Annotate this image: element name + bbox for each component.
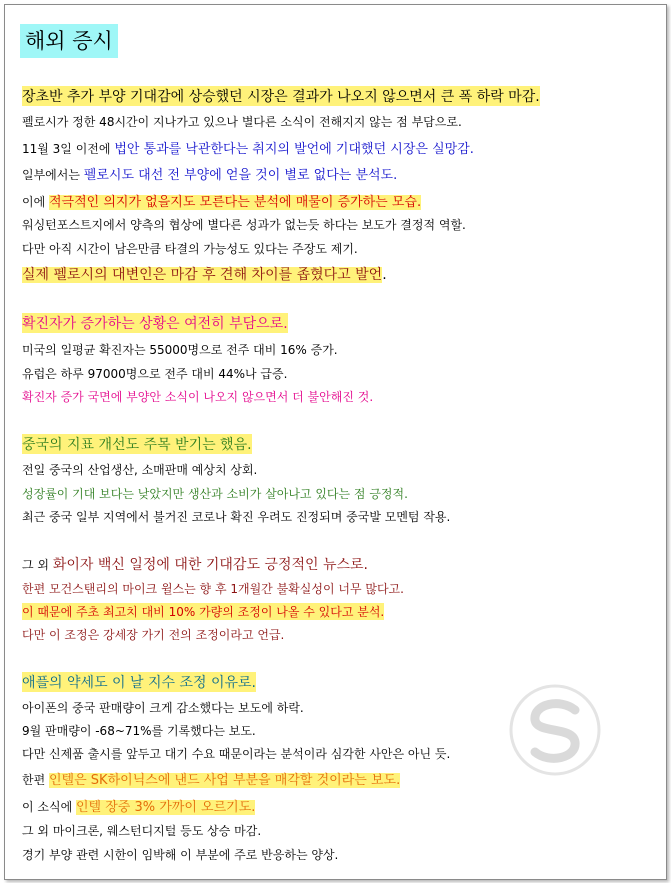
section-1-line-6: 다만 아직 시간이 남은만큼 타결의 가능성도 있다는 주장도 제기. [22, 242, 358, 256]
section-4-line-2: 이 때문에 주초 최고치 대비 10% 가량의 조정이 나올 수 있다고 분석. [22, 605, 385, 619]
section-1-line-3 [22, 164, 397, 183]
section-3-line-2: 성장률이 기대 보다는 낮았지만 생산과 소비가 살아나고 있다는 점 긍정적. [22, 487, 408, 501]
section-1-line-2 [22, 138, 474, 157]
section-5-line-4-emphasis: 인텔은 SK하이닉스에 낸드 사업 부분을 매각할 것이라는 보도. [49, 773, 401, 788]
section-1-line-2-emphasis: 법안 통과를 낙관한다는 취지의 발언에 기대했던 시장은 실망감. [114, 142, 474, 157]
section-1-line-4 [22, 191, 421, 210]
section-5-heading: 애플의 약세도 이 날 지수 조정 이유로. [22, 672, 256, 692]
section-3-line-1: 전일 중국의 산업생산, 소매판매 예상치 상회. [22, 463, 258, 477]
page-title: 해외 증시 [20, 24, 118, 58]
section-5-line-4 [22, 769, 400, 788]
section-1-line-7-emphasis: 실제 펠로시의 대변인은 마감 후 견해 차이를 좁혔다고 발언 [22, 267, 383, 283]
section-1-line-7-end: . [382, 267, 387, 283]
section-2-heading: 확진자가 증가하는 상황은 여전히 부담으로. [22, 313, 288, 333]
section-5-line-5-lead: 이 소식에 [22, 800, 76, 814]
section-1-line-7 [22, 264, 387, 284]
section-3-heading: 중국의 지표 개선도 주목 받기는 했음. [22, 434, 252, 454]
section-4-line-1: 한편 모건스탠리의 마이크 윌스는 향 후 1개월간 불확실성이 너무 많다고. [22, 582, 404, 596]
section-5-line-2: 9월 판매량이 -68~71%를 기록했다는 보도. [22, 724, 256, 738]
section-5-line-4-lead: 한편 [22, 773, 49, 787]
section-1-line-4-emphasis: 적극적인 의지가 없을지도 모른다는 분석에 매물이 증가하는 모습. [49, 195, 422, 210]
section-1-line-2-lead: 11월 3일 이전에 [22, 142, 115, 156]
section-5-line-7: 경기 부양 관련 시한이 임박해 이 부분에 주로 반응하는 양상. [22, 848, 339, 862]
section-4-heading-emphasis: 화이자 백신 일정에 대한 기대감도 긍정적인 뉴스로. [52, 557, 368, 573]
section-1-line-4-lead: 이에 [22, 195, 49, 209]
section-1-line-5: 워싱턴포스트지에서 양측의 협상에 별다른 성과가 없는듯 하다는 보도가 결정적 역할. [22, 218, 466, 232]
section-5-line-3: 다만 신제품 출시를 앞두고 대기 수요 때문이라는 분석이라 심각한 사안은 아닌 듯. [22, 747, 451, 761]
section-5-line-5-emphasis: 인텔 장중 3% 가까이 오르기도. [76, 800, 256, 815]
section-5-line-5 [22, 796, 255, 815]
section-1-line-1: 펠로시가 정한 48시간이 지나가고 있으나 별다른 소식이 전해지지 않는 점 부담으로. [22, 115, 462, 129]
section-1-heading: 장초반 추가 부양 기대감에 상승했던 시장은 결과가 나오지 않으면서 큰 폭 하락 마감. [22, 86, 540, 106]
section-2-line-3: 확진자 증가 국면에 부양안 소식이 나오지 않으면서 더 불안해진 것. [22, 390, 374, 404]
section-3-line-3: 최근 중국 일부 지역에서 불거진 코로나 확진 우려도 진정되며 중국발 모멘텀 작용. [22, 510, 451, 524]
section-1-line-3-emphasis: 펠로시도 대선 전 부양에 얻을 것이 별로 없다는 분석도. [83, 168, 398, 183]
section-5-line-1: 아이폰의 중국 판매량이 크게 감소했다는 보도에 하락. [22, 701, 304, 715]
section-1-line-3-lead: 일부에서는 [22, 168, 84, 182]
section-2-line-1: 미국의 일평균 확진자는 55000명으로 전주 대비 16% 증가. [22, 343, 338, 357]
section-4-heading-lead: 그 외 [22, 558, 53, 572]
section-4-line-3: 다만 이 조정은 강세장 가기 전의 조정이라고 언급. [22, 628, 285, 642]
section-5-line-6: 그 외 마이크론, 웨스턴디지털 등도 상승 마감. [22, 824, 262, 838]
watermark-logo-icon [505, 680, 605, 780]
section-2-line-2: 유럽은 하루 97000명으로 전주 대비 44%나 급증. [22, 367, 288, 381]
section-4-heading [22, 554, 368, 574]
